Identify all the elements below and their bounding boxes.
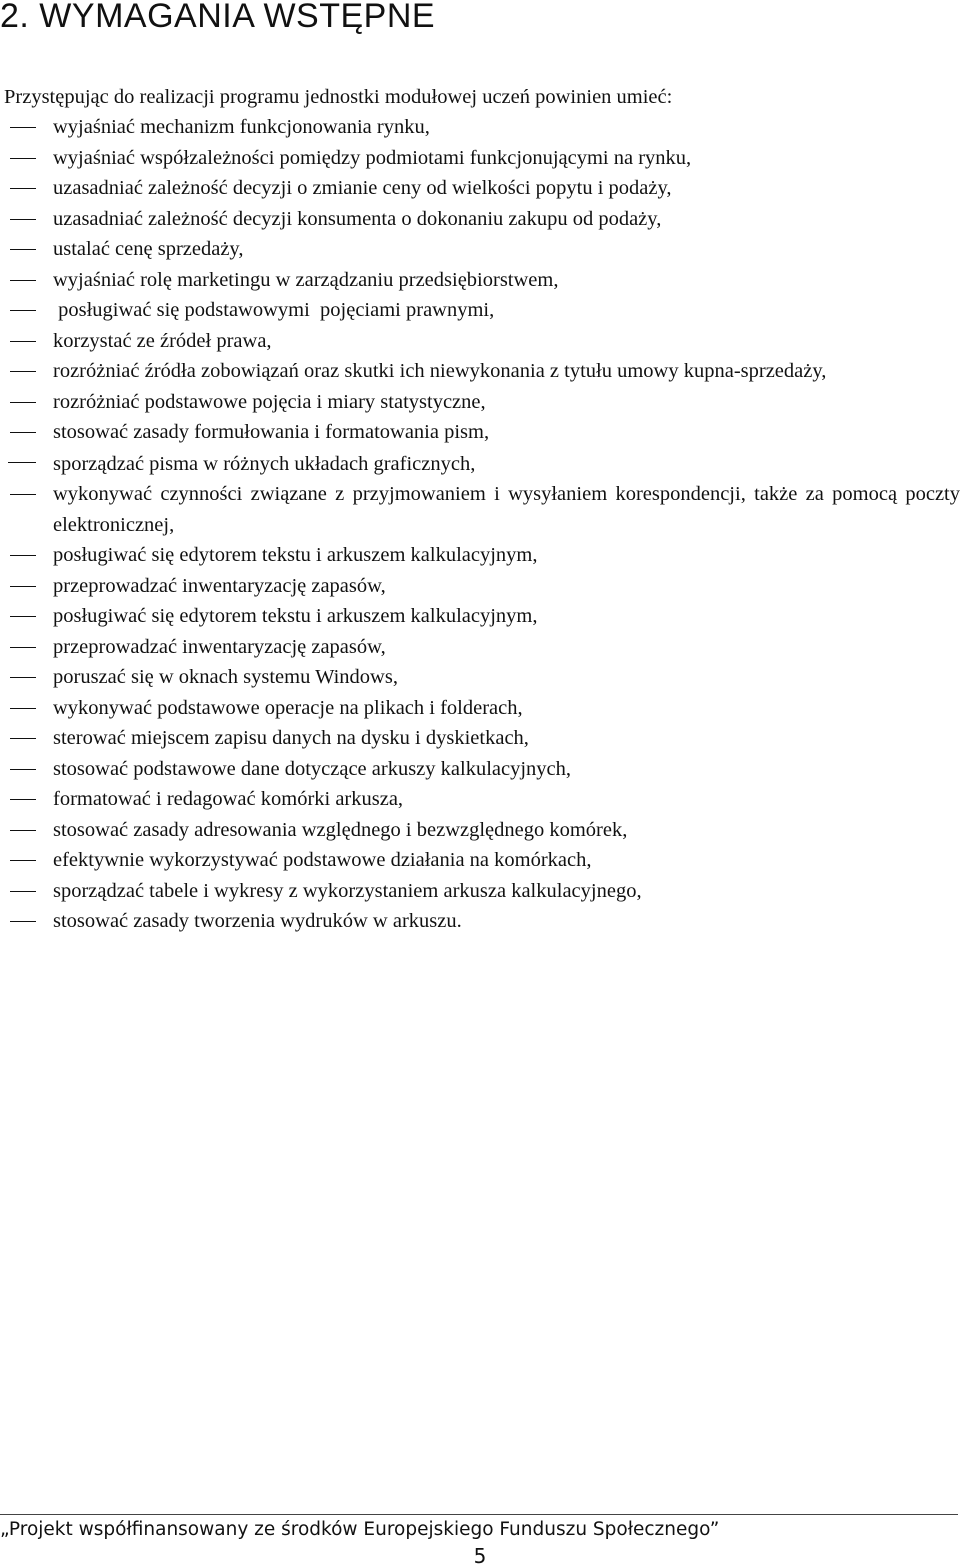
list-item: [0, 754, 960, 785]
list-item: [0, 693, 960, 724]
dash-bullet-icon: [10, 280, 36, 281]
list-item-text: uzasadniać zależność decyzji konsumenta o dokonaniu zakupu od podaży,: [53, 207, 662, 230]
list-item-text: efektywnie wykorzystywać podstawowe działania na komórkach,: [53, 849, 592, 871]
dash-bullet-icon: [10, 249, 36, 250]
list-item: [0, 449, 960, 480]
list-item: [0, 326, 960, 357]
list-item: [0, 815, 960, 846]
list-item-text: stosować zasady adresowania względnego i bezwzględnego komórek,: [53, 818, 628, 841]
list-item: [0, 876, 960, 907]
list-item-text: stosować zasady formułowania i formatowania pism,: [53, 421, 490, 443]
list-item: [0, 356, 960, 387]
list-item-text: wyjaśniać mechanizm funkcjonowania rynku,: [53, 116, 430, 138]
dash-bullet-icon: [10, 921, 36, 922]
list-item-text: posługiwać się edytorem tekstu i arkuszem kalkulacyjnym,: [53, 605, 538, 627]
dash-bullet-icon: [10, 891, 36, 892]
list-item-text: ustalać cenę sprzedaży,: [53, 238, 244, 260]
list-item: [0, 265, 960, 296]
dash-bullet-icon: [10, 341, 36, 342]
list-item-text: wykonywać podstawowe operacje na plikach i folderach,: [53, 696, 523, 719]
dash-bullet-icon: [10, 799, 36, 800]
list-item-text: wyjaśniać rolę marketingu w zarządzaniu przedsiębiorstwem,: [53, 268, 559, 291]
page-number: 5: [473, 1544, 487, 1568]
list-item: [0, 632, 960, 663]
dash-bullet-icon: [10, 647, 36, 648]
list-item-text: stosować podstawowe dane dotyczące arkuszy kalkulacyjnych,: [53, 757, 572, 780]
list-item-text: wyjaśniać współzależności pomiędzy podmiotami funkcjonującymi na rynku,: [53, 146, 692, 169]
dash-bullet-icon: [10, 310, 36, 311]
dash-bullet-icon: [10, 586, 36, 587]
list-item-text: rozróżniać źródła zobowiązań oraz skutki ich niewykonania z tytułu umowy kupna-sprzedaży,: [53, 360, 827, 382]
dash-bullet-icon: [10, 402, 36, 403]
list-item: [0, 143, 960, 174]
list-item: [0, 295, 960, 326]
dash-bullet-icon: [10, 860, 36, 861]
list-item: [0, 112, 960, 143]
list-item: [0, 387, 960, 418]
dash-bullet-icon: [8, 462, 36, 463]
list-item: [0, 662, 960, 693]
dash-bullet-icon: [10, 158, 36, 159]
list-item: [0, 906, 960, 937]
list-item: [0, 784, 960, 815]
dash-bullet-icon: [10, 494, 36, 495]
list-item-text: poruszać się w oknach systemu Windows,: [53, 666, 398, 688]
list-item: [0, 417, 960, 448]
list-item: [0, 204, 960, 235]
list-item: [0, 723, 960, 754]
list-item: [0, 540, 960, 571]
list-item-text: uzasadniać zależność decyzji o zmianie ceny od wielkości popytu i podaży,: [53, 177, 672, 199]
list-item: [0, 601, 960, 632]
dash-bullet-icon: [10, 616, 36, 617]
dash-bullet-icon: [10, 219, 36, 220]
list-item-text: posługiwać się podstawowymi pojęciami prawnymi,: [53, 299, 495, 321]
list-item: [0, 571, 960, 602]
list-item-text: przeprowadzać inwentaryzację zapasów,: [53, 635, 386, 658]
footer-project-note: „Projekt współfinansowany ze środków Europejskiego Funduszu Społecznego”: [0, 1519, 720, 1540]
list-item-text: sporządzać pisma w różnych układach graficznych,: [53, 452, 476, 475]
dash-bullet-icon: [10, 830, 36, 831]
list-item: [0, 173, 960, 204]
dash-bullet-icon: [10, 371, 36, 372]
list-item-text: rozróżniać podstawowe pojęcia i miary statystyczne,: [53, 390, 486, 413]
intro-paragraph: Przystępując do realizacji programu jednostki modułowej uczeń powinien umieć:: [4, 86, 673, 108]
list-item: [0, 479, 960, 540]
dash-bullet-icon: [10, 432, 36, 433]
list-item-text: stosować zasady tworzenia wydruków w arkuszu.: [53, 910, 462, 932]
list-item-text: formatować i redagować komórki arkusza,: [53, 788, 404, 810]
footer-divider: [0, 1514, 958, 1515]
dash-bullet-icon: [10, 127, 36, 128]
dash-bullet-icon: [10, 769, 36, 770]
list-item: [0, 845, 960, 876]
list-item-text: posługiwać się edytorem tekstu i arkuszem kalkulacyjnym,: [53, 544, 538, 566]
page-heading: 2. WYMAGANIA WSTĘPNE: [0, 0, 436, 35]
dash-bullet-icon: [10, 677, 36, 678]
list-item: [0, 234, 960, 265]
requirements-list: [0, 112, 960, 937]
list-item-text: sterować miejscem zapisu danych na dysku i dyskietkach,: [53, 727, 529, 749]
dash-bullet-icon: [10, 708, 36, 709]
dash-bullet-icon: [10, 555, 36, 556]
dash-bullet-icon: [10, 738, 36, 739]
list-item-text: sporządzać tabele i wykresy z wykorzystaniem arkusza kalkulacyjnego,: [53, 879, 642, 902]
dash-bullet-icon: [10, 188, 36, 189]
list-item-text: przeprowadzać inwentaryzację zapasów,: [53, 574, 386, 597]
list-item-text: wykonywać czynności związane z przyjmowaniem i wysyłaniem korespondencji, także za pomocą poczty elektronicznej,: [53, 483, 960, 536]
list-item-text: korzystać ze źródeł prawa,: [53, 329, 272, 352]
